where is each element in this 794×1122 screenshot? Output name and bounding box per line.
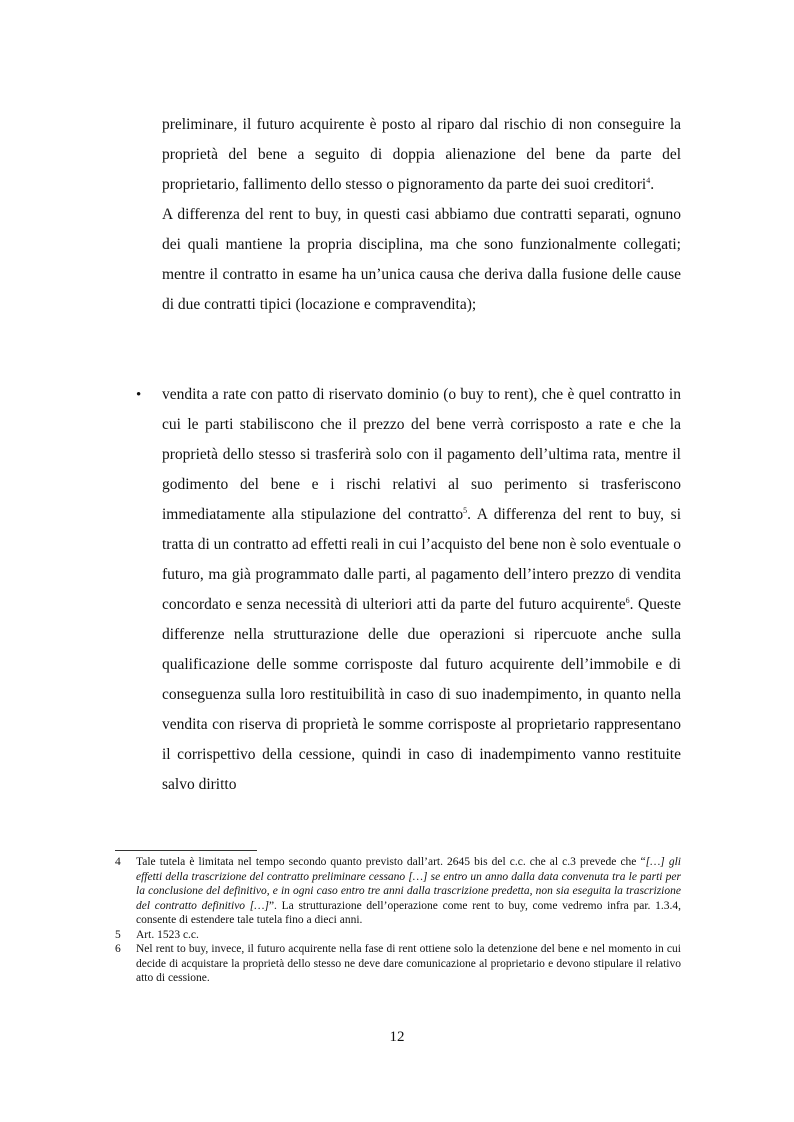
footnotes bbox=[115, 855, 681, 986]
footnote-6 bbox=[115, 942, 681, 986]
page-number: 12 bbox=[389, 1029, 405, 1045]
paragraph-differenza: A differenza del rent to buy, in questi casi abbiamo due contratti separati, ognuno dei quali mantiene la propria disciplina, ma che sono funzionalmente collegati; mentre il contratto in esame ha un’unica causa che deriva dalla fusione delle cause di due contratti tipici (locazione e compravendita); bbox=[162, 206, 681, 313]
main-body bbox=[162, 110, 681, 320]
footnote-4 bbox=[115, 855, 681, 928]
footnote-text: Tale tutela è limitata nel tempo secondo quanto previsto dall’art. 2645 bis del c.c. che al c.3 prevede che “[…] gli effetti della trascrizione del contratto preliminare cessano […] se entro un anno dalla data convenuta tra le parti per la conclusione del definitivo, e in ogni caso entro tre anni dalla trascrizione predetta, non sia eseguita la trascrizione del contratto definitivo […]”. La strutturazione dell’operazione come rent to buy, come vedremo infra par. 1.3.4, consente di estendere tale tutela fino a dieci anni. bbox=[136, 856, 681, 926]
footnote-text: Art. 1523 c.c. bbox=[136, 928, 199, 941]
footnote-ref-6[interactable]: 6 bbox=[625, 595, 630, 605]
footnote-number: 5 bbox=[115, 928, 121, 941]
footnote-5 bbox=[115, 928, 681, 943]
footnote-text: Nel rent to buy, invece, il futuro acquirente nella fase di rent ottiene solo la detenzione del bene e nel momento in cui decide di acquistare la proprietà dello stesso ne deve dare comunicazione al proprietario e devono stipulare il relativo atto di cessione. bbox=[136, 943, 681, 984]
footnote-ref-4[interactable]: 4 bbox=[646, 175, 651, 185]
footnote-number: 6 bbox=[115, 943, 121, 955]
footnote-divider bbox=[115, 850, 257, 851]
paragraph-preliminare: preliminare, il futuro acquirente è posto al riparo dal rischio di non conseguire la proprietà del bene a seguito di doppia alienazione del bene da parte del proprietario, fallimento dello stesso o pignoramento da parte dei suoi creditori$^4$. bbox=[162, 116, 681, 193]
bullet-item-vendita-a-rate: vendita a rate con patto di riservato dominio (o buy to rent), che è quel contratto in cui le parti stabiliscono che il prezzo del bene verrà corrisposto a rate e che la proprietà dello stesso si trasferirà solo con il pagamento dell’ultima rata, mentre il godimento del bene e i rischi relativi al suo perimento si trasferiscono immediatamente alla stipulazione del contratto$^5$. A differenza del rent to buy, si tratta di un contratto ad effetti reali in cui l’acquisto del bene non è solo eventuale o futuro, ma già programmato dalle parti, al pagamento dell’intero prezzo di vendita concordato e senza necessità di ulteriori atti da parte del futuro acquirente$^6$. Queste differenze nella strutturazione delle due operazioni si ripercuote anche sulla qualificazione delle somme corrisposte dal futuro acquirente dell’immobile e di conseguenza sulla loro restituibilità in caso di suo inadempimento, in quanto nella vendita con riserva di proprietà le somme corrisposte al proprietario rappresentano il corrispettivo della cessione, quindi in caso di inadempimento vanno restituite salvo diritto bbox=[162, 386, 681, 793]
bullet-marker: • bbox=[136, 387, 142, 403]
footnote-number: 4 bbox=[115, 856, 121, 868]
footnote-quote: […] gli effetti della trascrizione del contratto preliminare cessano […] se entro un anno dalla data convenuta tra le parti per la conclusione del definitivo, e in ogni caso entro tre anni dalla trascrizione predetta, non sia eseguita la trascrizione del contratto definitivo […] bbox=[136, 856, 681, 912]
footnote-ref-5[interactable]: 5 bbox=[463, 505, 468, 515]
